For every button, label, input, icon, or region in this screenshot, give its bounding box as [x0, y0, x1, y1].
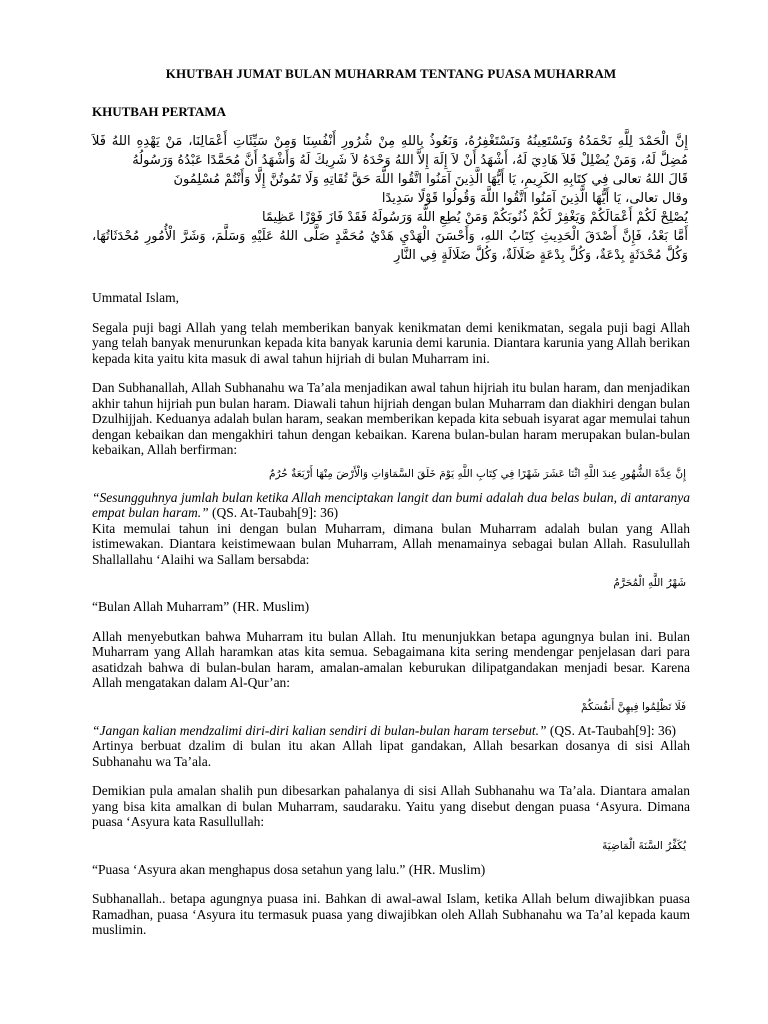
paragraph: Subhanallah.. betapa agungnya puasa ini. Bahkan di awal-awal Islam, ketika Allah belum diwajibkan puasa Ramadhan, puasa ‘Asyura itu termasuk puasa yang diwajibkan oleh Allah Subhanahu wa Ta’al kepada kaum muslimin. — [92, 891, 690, 937]
quote-paragraph — [92, 490, 690, 521]
hadith-translation: “Bulan Allah Muharram” (HR. Muslim) — [92, 599, 310, 614]
arabic-hadith: شَهْرُ اللَّهِ الْمُحَرَّمُ — [613, 577, 686, 589]
quote-reference: (QS. At-Taubah[9]: 36) — [546, 722, 677, 738]
arabic-line: أَمَّا بَعْدُ، فَإِنَّ أَصْدَقَ الْحَدِيثِ كِتَابُ اللهِ، وَأَحْسَنَ الْهَدْيِ هَدْيُ مُحَمَّدٍ صَلَّى اللهُ عَلَيْهِ وَسَلَّمَ، وَشَرَّ الْأُمُورِ مُحْدَثَاتُهَا، وَكُلَّ مُحْدَثَةٍ بِدْعَةٌ، وَكُلَّ بِدْعَةٍ ضَلَالَةٌ، وَكُلَّ ضَلَالَةٍ فِي النَّارِ — [92, 229, 688, 263]
section-title: KHUTBAH PERTAMA — [92, 104, 226, 119]
arabic-line: يُصْلِحْ لَكُمْ أَعْمَالَكُمْ وَيَغْفِرْ لَكُمْ ذُنُوبَكُمْ وَمَنْ يُطِعِ اللَّهَ وَرَسُولَهُ فَقَدْ فَازَ فَوْزًا عَظِيمًا — [261, 210, 688, 225]
arabic-line: وقال تعالى، يَا أَيُّهَا الَّذِينَ آمَنُوا اتَّقُوا اللَّهَ وَقُولُوا قَوْلًا سَدِيدًا — [381, 191, 688, 206]
arabic-line: إِنَّ الْحَمْدَ لِلَّهِ نَحْمَدُهُ وَنَسْتَعِينُهُ وَنَسْتَغْفِرُهُ، وَنَعُوذُ بِاللهِ مِنْ شُرُورِ أَنْفُسِنَا وَمِنْ سَيِّئَاتِ أَعْمَالِنَا، مَنْ يَهْدِهِ اللهُ فَلاَ مُضِلَّ لَهُ، وَمَنْ يُضْلِلْ فَلاَ هَادِيَ لَهُ، أَشْهَدُ أَنْ لاَ إِلَهَ إِلاَّ اللهُ وَحْدَهُ لاَ شَرِيكَ لَهُ وَأَشْهَدُ أَنَّ مُحَمَّدًا عَبْدُهُ وَرَسُولُهُ — [92, 134, 688, 168]
paragraph: Segala puji bagi Allah yang telah memberikan banyak kenikmatan demi kenikmatan, segala puji bagi Allah yang telah banyak menurunkan kepada kita banyak karunia demi karunia. Diantara karunia yang Allah berikan kepada kita yaitu kita masuk di awal tahun hijriah di bulan Muharram ini. — [92, 319, 690, 366]
paragraph: Artinya berbuat dzalim di bulan itu akan Allah lipat gandakan, Allah besarkan dosanya di sisi Allah Subhanahu wa Ta’ala. — [92, 738, 690, 769]
paragraph: Allah menyebutkan bahwa Muharram itu bulan Allah. Itu menunjukkan betapa agungnya bulan ini. Bulan Muharram yang Allah haramkan atas kita semua. Sebagaimana kita sering mendengar penjelasan dari para asatidzah bahwa di bulan-bulan haram, amalan-amalan keburukan dilipatgandakan menjadi besar. Karena Allah mengatakan dalam Al-Qur’an: — [92, 628, 690, 690]
hadith-translation: “Puasa ‘Asyura akan menghapus dosa setahun yang lalu.” (HR. Muslim) — [92, 861, 486, 877]
quote-text: “Sesungguhnya jumlah bulan ketika Allah menciptakan langit dan bumi adalah dua belas bulan, di antaranya empat bulan haram.” — [92, 489, 690, 520]
greeting: Ummatal Islam, — [92, 290, 179, 305]
document-title: KHUTBAH JUMAT BULAN MUHARRAM TENTANG PUASA MUHARRAM — [165, 66, 617, 81]
quote-text: “Jangan kalian mendzalimi diri-diri kalian sendiri di bulan-bulan haram tersebut.” — [92, 722, 547, 738]
paragraph: Dan Subhanallah, Allah Subhanahu wa Ta’ala menjadikan awal tahun hijriah itu bulan haram, dan menjadikan akhir tahun hijriah pun bulan haram. Diawali tahun hijriah dengan bulan Muharram dan diakhiri dengan bulan Dzulhijjah. Keduanya adalah bulan haram, seakan memberikan kepada kita sebuah isyarat agar memulai tahun dengan kebaikan dan mengakhiri tahun dengan kebaikan. Karena bulan-bulan haram merupakan bulan-bulan kebaikan, Allah berfirman: — [92, 380, 690, 457]
arabic-verse: إِنَّ عِدَّةَ الشُّهُورِ عِندَ اللَّهِ اثْنَا عَشَرَ شَهْرًا فِي كِتَابِ اللَّهِ يَوْمَ خَلَقَ السَّمَاوَاتِ وَالْأَرْضَ مِنْهَا أَرْبَعَةٌ حُرُمٌ — [268, 467, 686, 480]
arabic-hadith: يُكَفِّرُ السَّنَةَ الْمَاضِيَةَ — [602, 839, 686, 852]
arabic-verse: فَلَا تَظْلِمُوا فِيهِنَّ أَنفُسَكُمْ — [580, 700, 686, 713]
paragraph: Kita memulai tahun ini dengan bulan Muharram, dimana bulan Muharram adalah bulan yang Allah istimewakan. Diantara keistimewaan bulan Muharram, Allah menamainya sebagai bulan Allah. Rasulullah Shallallahu ‘Alaihi wa Sallam bersabda: — [92, 520, 690, 567]
quote-reference: (QS. At-Taubah[9]: 36) — [208, 505, 339, 520]
arabic-line: قَالَ اللهُ تعالى فِي كِتَابِهِ الكَرِيمِ، يَا أَيُّهَا الَّذِينَ آمَنُوا اتَّقُوا اللَّهَ حَقَّ تُقَاتِهِ وَلَا تَمُوتُنَّ إِلَّا وَأَنْتُمْ مُسْلِمُونَ — [173, 172, 688, 187]
quote-paragraph — [92, 723, 690, 739]
paragraph: Demikian pula amalan shalih pun dibesarkan pahalanya di sisi Allah Subhanahu wa Ta’ala. Diantara amalan yang bisa kita amalkan di bulan Muharram, saudaraku. Yaitu yang disebut dengan puasa ‘Asyura. Dimana puasa ‘Asyura kata Rasullullah: — [92, 783, 690, 829]
opening-arabic-text — [92, 132, 690, 265]
